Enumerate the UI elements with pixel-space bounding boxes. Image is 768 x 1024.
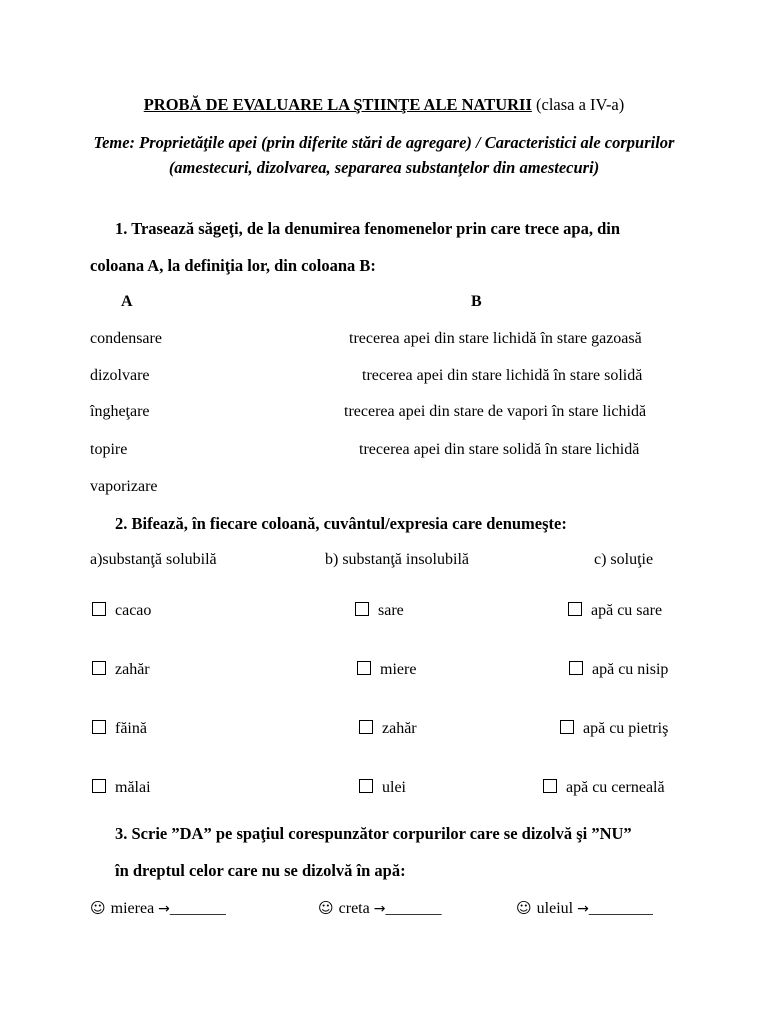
smiley-icon: ☺ [318,899,334,917]
arrow-right-icon: → [158,901,170,917]
q2-option-label: apă cu pietriş [583,720,669,737]
q2-option[interactable] [92,602,151,620]
q1-col-b-header: B [471,293,482,310]
arrow-right-icon: → [373,901,386,917]
answer-blank[interactable]: _______ [385,900,442,917]
q3-item [318,899,441,918]
checkbox[interactable] [92,779,106,793]
q2-option-label: zahăr [382,720,417,737]
checkbox[interactable] [92,602,106,616]
q2-option-label: făină [115,720,147,737]
q2-option[interactable] [569,661,668,679]
checkbox[interactable] [359,779,373,793]
q2-header-b: b) substanţă insolubilă [325,551,469,568]
checkbox[interactable] [560,720,574,734]
q2-option[interactable] [355,602,404,620]
checkbox[interactable] [92,720,106,734]
q2-option[interactable] [92,720,147,738]
q2-option-label: miere [380,661,417,678]
q3-item-label: creta [338,900,370,917]
q2-option[interactable] [357,661,416,679]
q2-option-label: ulei [382,779,406,796]
q1-prompt-line1: 1. Trasează săgeţi, de la denumirea fenomenelor prin care trece apa, din [115,219,621,238]
checkbox[interactable] [92,661,106,675]
q1-col-a-item: vaporizare [90,478,158,495]
checkbox[interactable] [569,661,583,675]
q2-option-label: cacao [115,602,152,619]
q2-option-label: sare [378,602,404,619]
q2-option[interactable] [568,602,662,620]
q3-item-label: uleiul [536,900,574,917]
q2-option-label: apă cu sare [591,602,663,619]
q2-option[interactable] [92,779,151,797]
q2-option-label: apă cu cerneală [566,779,665,796]
checkbox[interactable] [357,661,371,675]
q1-prompt-line2: coloana A, la definiţia lor, din coloana B: [90,256,376,275]
checkbox[interactable] [355,602,369,616]
page-title [0,95,768,115]
answer-blank[interactable]: ________ [588,900,653,917]
q3-prompt-line1: 3. Scrie ”DA” pe spaţiul corespunzător corpurilor care se dizolvă şi ”NU” [115,824,632,843]
q3-prompt-line2: în dreptul celor care nu se dizolvă în apă: [115,861,406,880]
q1-col-b-item: trecerea apei din stare de vapori în stare lichidă [344,403,647,420]
q1-col-a-header: A [121,293,133,310]
title-main: PROBĂ DE EVALUARE LA ŞTIINŢE ALE NATURII [143,95,532,114]
q1-col-b-item: trecerea apei din stare solidă în stare lichidă [359,441,640,458]
smiley-icon: ☺ [90,899,106,917]
checkbox[interactable] [543,779,557,793]
q1-col-b-item: trecerea apei din stare lichidă în stare solidă [362,367,643,384]
q2-option[interactable] [359,779,406,797]
q3-item-label: mierea [110,900,155,917]
q2-option-label: mălai [115,779,151,796]
q2-option-label: zahăr [115,661,150,678]
q1-col-b-item: trecerea apei din stare lichidă în stare gazoasă [349,330,642,347]
q2-option[interactable] [92,661,150,679]
q2-option[interactable] [543,779,665,797]
arrow-right-icon: → [577,901,589,917]
q2-header-c: c) soluţie [594,551,654,568]
q2-option[interactable] [560,720,668,738]
q1-col-a-item: condensare [90,330,162,347]
title-grade: (clasa a IV-a) [531,95,625,114]
q1-col-a-item: topire [90,441,128,458]
q2-prompt: 2. Bifează, în fiecare coloană, cuvântul/expresia care denumeşte: [115,514,567,533]
smiley-icon: ☺ [516,899,532,917]
themes: Teme: Proprietăţile apei (prin diferite stări de agregare) / Caracteristici ale corpurilor (amestecuri, dizolvarea, separarea substanţelor din amestecuri) [93,133,675,177]
answer-blank[interactable]: _______ [169,900,226,917]
q2-option[interactable] [359,720,417,738]
q3-item [90,899,226,918]
q2-option-label: apă cu nisip [592,661,669,678]
q3-item [516,899,653,918]
q2-header-a: a)substanţă solubilă [90,551,217,568]
q1-col-a-item: dizolvare [90,367,150,384]
checkbox[interactable] [568,602,582,616]
q1-col-a-item: îngheţare [90,403,150,420]
checkbox[interactable] [359,720,373,734]
